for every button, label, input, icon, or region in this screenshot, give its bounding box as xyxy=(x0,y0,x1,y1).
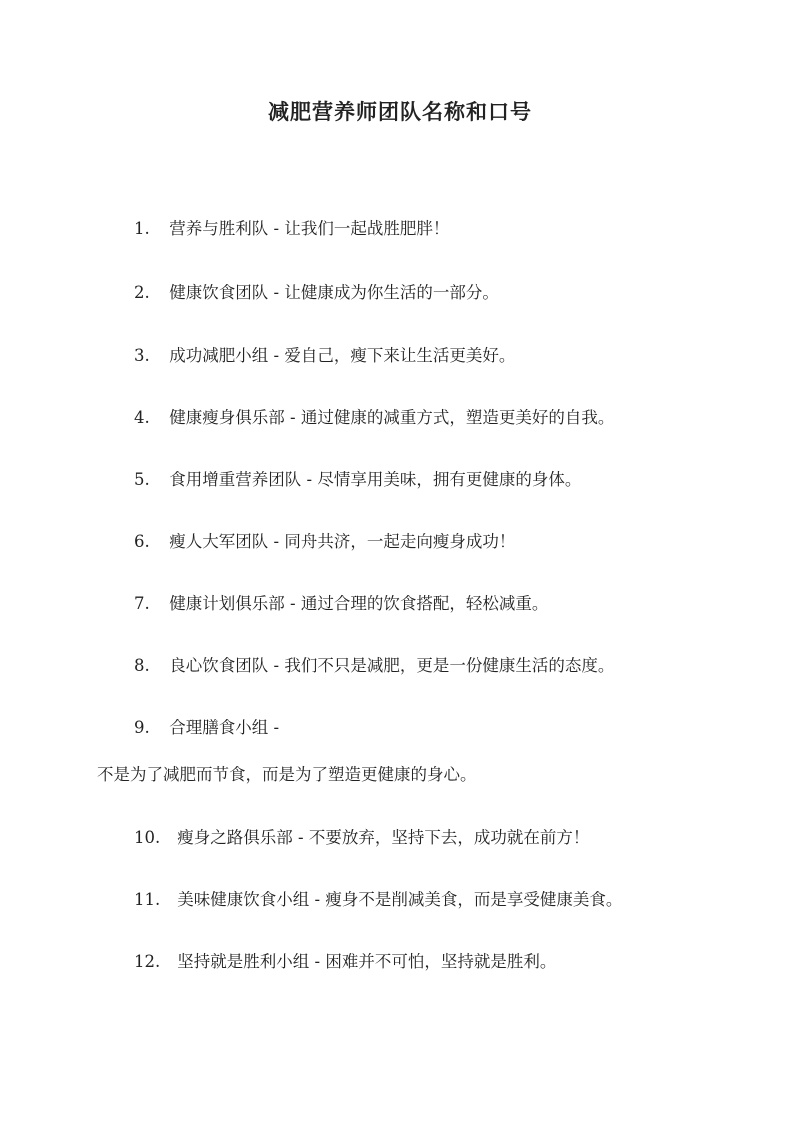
item-number: 8. xyxy=(134,656,150,675)
list-item xyxy=(134,887,800,913)
list-item xyxy=(134,467,800,493)
list-item xyxy=(134,529,800,555)
list-item xyxy=(134,343,800,369)
item-text: 健康计划俱乐部 - 通过合理的饮食搭配，轻松减重。 xyxy=(169,594,549,613)
list-item xyxy=(134,405,800,431)
item-number: 7. xyxy=(134,594,150,613)
document-title: 减肥营养师团队名称和口号 xyxy=(268,99,532,124)
item-text: 美味健康饮食小组 - 瘦身不是削减美食，而是享受健康美食。 xyxy=(177,890,623,909)
item-number: 11. xyxy=(134,890,161,909)
list-item xyxy=(134,280,800,306)
item-number: 12. xyxy=(134,952,161,971)
item-number: 9. xyxy=(134,718,150,737)
list-item xyxy=(134,949,800,975)
list-item xyxy=(134,825,800,851)
item-number: 6. xyxy=(134,532,150,551)
item-text: 食用增重营养团队 - 尽情享用美味，拥有更健康的身体。 xyxy=(169,470,582,489)
item-text: 健康瘦身俱乐部 - 通过健康的减重方式，塑造更美好的自我。 xyxy=(169,408,615,427)
item-text: 成功减肥小组 - 爱自己，瘦下来让生活更美好。 xyxy=(169,346,516,365)
item-number: 1. xyxy=(134,219,150,238)
list-item xyxy=(134,653,800,679)
item-number: 10. xyxy=(134,828,161,847)
list-item-continuation: 不是为了减肥而节食，而是为了塑造更健康的身心。 xyxy=(97,765,477,784)
item-text: 瘦人大军团队 - 同舟共济，一起走向瘦身成功！ xyxy=(169,532,516,551)
item-text: 营养与胜利队 - 让我们一起战胜肥胖！ xyxy=(169,219,450,238)
item-text: 良心饮食团队 - 我们不只是减肥，更是一份健康生活的态度。 xyxy=(169,656,615,675)
item-number: 4. xyxy=(134,408,150,427)
item-text: 合理膳食小组 - xyxy=(169,718,280,737)
list-item xyxy=(134,216,800,242)
item-number: 5. xyxy=(134,470,150,489)
item-number: 3. xyxy=(134,346,150,365)
item-number: 2. xyxy=(134,283,150,302)
item-text: 瘦身之路俱乐部 - 不要放弃，坚持下去，成功就在前方！ xyxy=(177,828,590,847)
item-text: 健康饮食团队 - 让健康成为你生活的一部分。 xyxy=(169,283,499,302)
list-item xyxy=(134,715,800,741)
item-text: 坚持就是胜利小组 - 困难并不可怕，坚持就是胜利。 xyxy=(177,952,557,971)
list-item xyxy=(134,591,800,617)
